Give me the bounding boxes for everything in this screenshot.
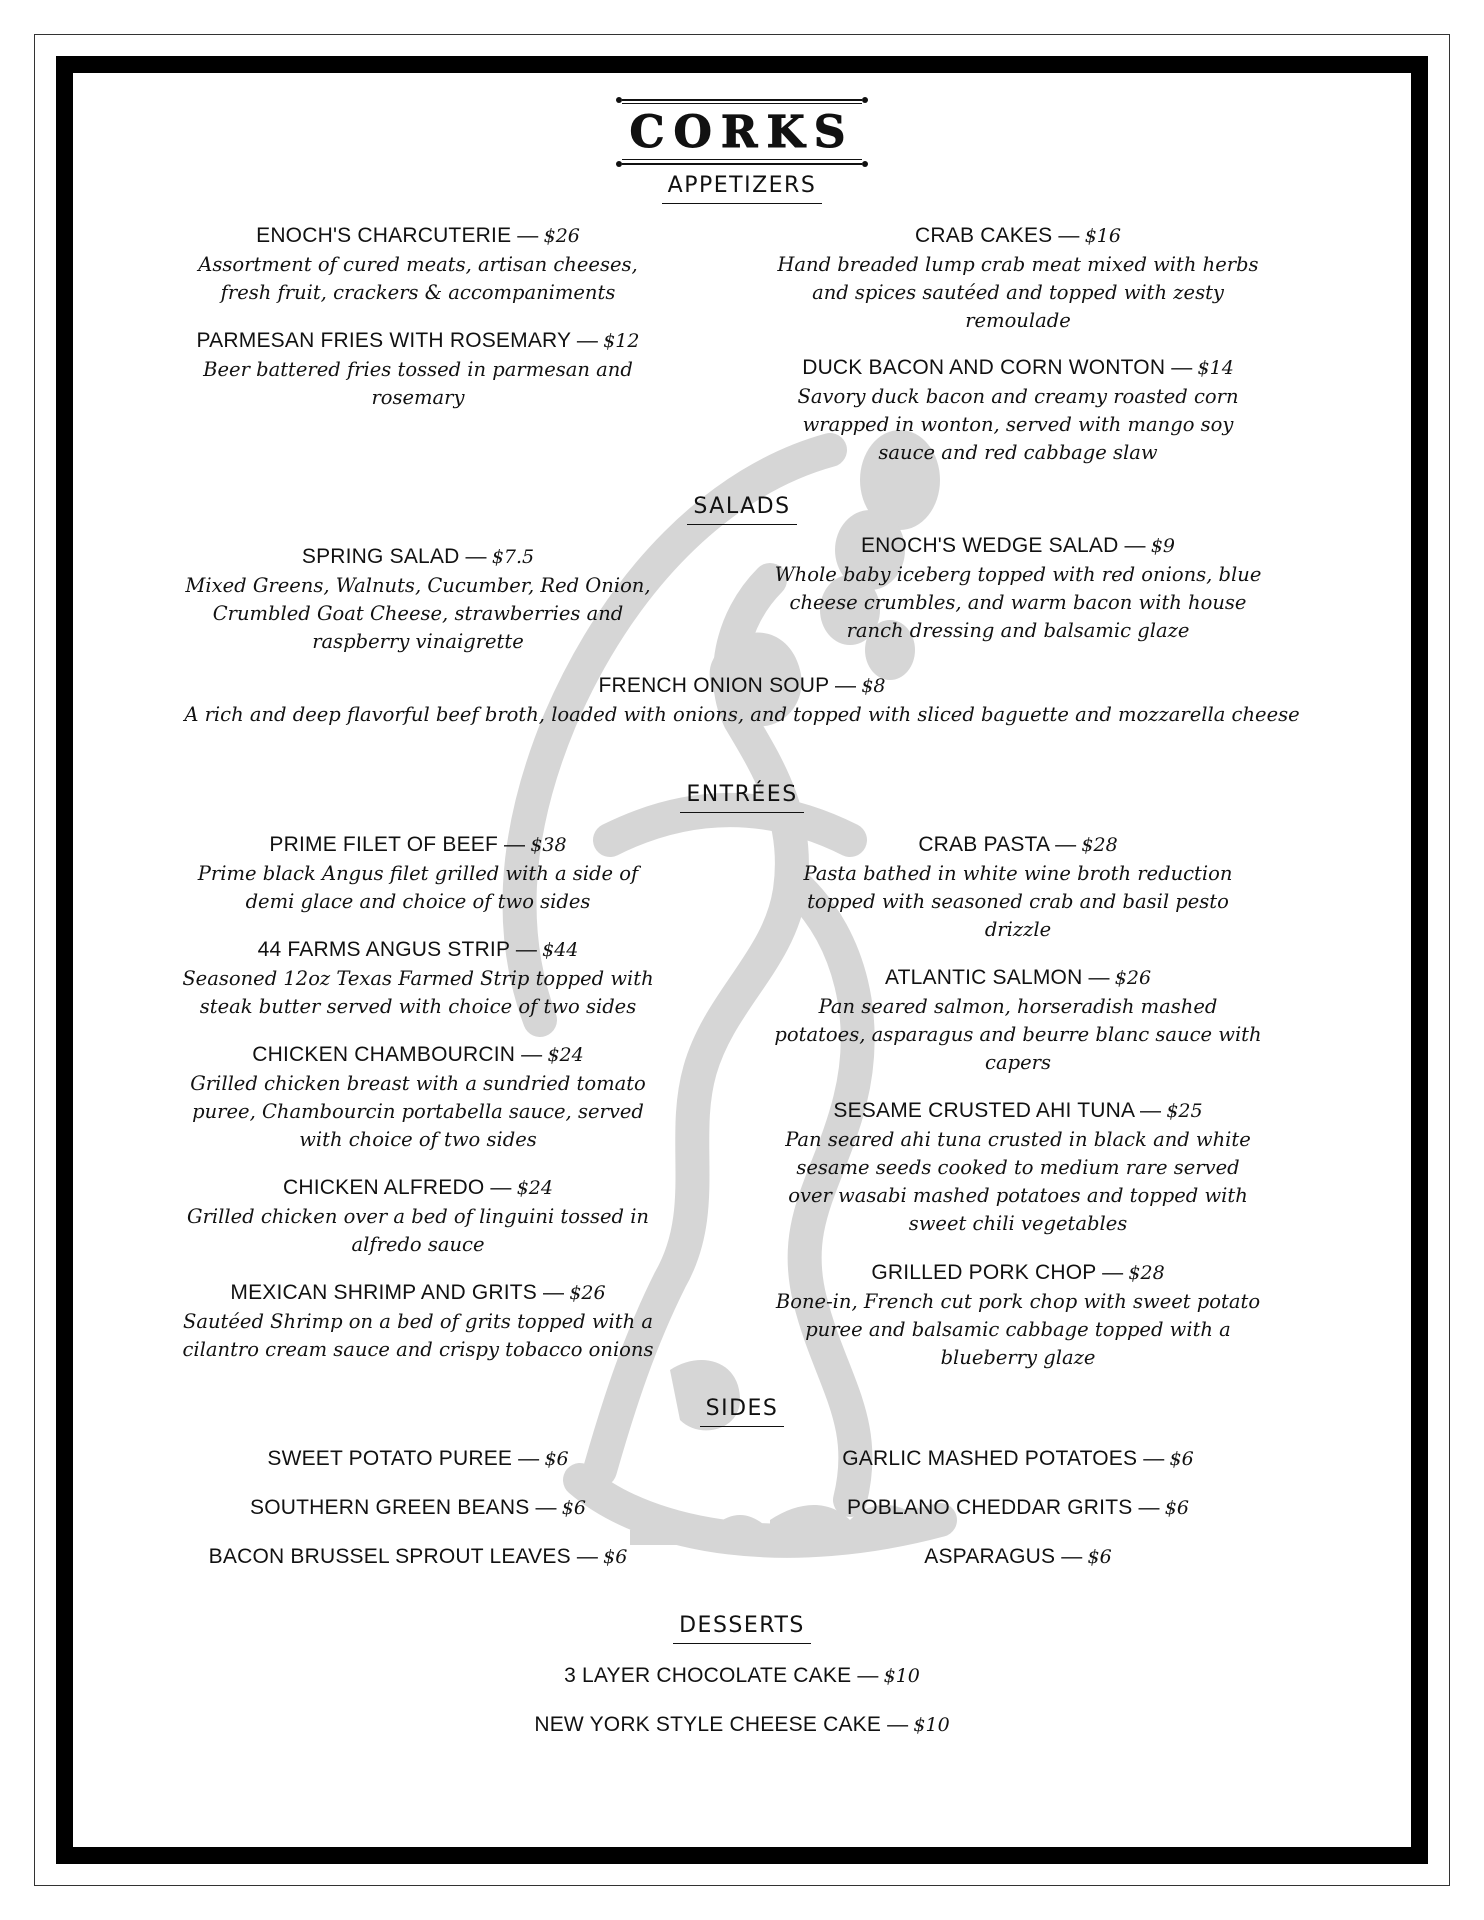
logo-dot [862,97,868,103]
item-name: 3 LAYER CHOCOLATE CAKE — [564,1664,879,1687]
menu-item [173,1041,663,1154]
menu-item [173,222,663,307]
item-name: CRAB PASTA — [918,833,1077,856]
menu-item [773,1445,1263,1474]
item-name: ATLANTIC SALMON — [884,966,1110,989]
item-name: SESAME CRUSTED AHI TUNA — [833,1099,1162,1122]
logo-dot [862,161,868,167]
item-price: $14 [1197,357,1234,379]
menu-item [773,1494,1263,1523]
item-price: $25 [1166,1100,1203,1122]
item-description: Assortment of cured meats, artisan cheeses, fresh fruit, crackers & accompaniments [198,253,638,304]
corks-logo [614,85,870,165]
item-name: SOUTHERN GREEN BEANS — [250,1496,557,1519]
section-title-sides [73,1396,1411,1436]
menu-item [773,1543,1263,1572]
menu-item [173,936,663,1021]
item-price: $7.5 [491,546,535,568]
item-price: $12 [603,330,640,352]
menu-item [773,964,1263,1077]
logo-rule-bottom-thin [622,159,862,160]
section-title-text: APPETIZERS [662,173,823,204]
menu-item [173,1494,663,1523]
logo-rule-bottom [622,163,862,165]
item-price: $26 [543,225,580,247]
menu-item [173,672,1311,729]
item-price: $6 [603,1546,628,1568]
item-price: $10 [913,1714,950,1736]
menu-item [173,327,663,412]
item-name: PRIME FILET OF BEEF — [269,833,526,856]
item-name: GARLIC MASHED POTATOES — [842,1447,1165,1470]
item-description: Bone-in, French cut pork chop with sweet potato puree and balsamic cabbage topped with a blueberry glaze [775,1290,1261,1369]
item-price: $28 [1128,1262,1165,1284]
item-price: $6 [1087,1546,1112,1568]
item-name: CRAB CAKES — [915,224,1080,247]
item-price: $44 [542,939,579,961]
logo-dot [616,97,622,103]
item-description: Seasoned 12oz Texas Farmed Strip topped with steak butter served with choice of two sides [182,967,654,1018]
menu-item [173,1174,663,1259]
item-description: Hand breaded lump crab meat mixed with herbs and spices sautéed and topped with zesty remoulade [777,253,1259,332]
item-price: $38 [530,834,567,856]
item-name: BACON BRUSSEL SPROUT LEAVES — [208,1545,599,1568]
section-title-text: DESSERTS [673,1613,811,1644]
item-name: 44 FARMS ANGUS STRIP — [257,938,538,961]
menu-content [73,73,1411,1847]
logo-text: CORKS [629,107,855,158]
item-price: $26 [569,1282,606,1304]
item-description: Pan seared salmon, horseradish mashed potatoes, asparagus and beurre blanc sauce with capers [774,995,1262,1074]
menu-item [773,222,1263,335]
item-description: Grilled chicken breast with a sundried tomato puree, Chambourcin portabella sauce, served with choice of two sides [190,1072,646,1151]
item-description: Pasta bathed in white wine broth reduction topped with seasoned crab and basil pesto drizzle [803,862,1233,941]
item-description: Whole baby iceberg topped with red onions, blue cheese crumbles, and warm bacon with house ranch dressing and balsamic glaze [774,563,1262,642]
menu-item [773,1259,1263,1372]
section-title-appetizers [73,173,1411,213]
item-price: $26 [1114,967,1152,989]
section-title-entrees [73,782,1411,822]
item-price: $24 [516,1177,553,1199]
menu-item [173,1445,663,1474]
item-description: Savory duck bacon and creamy roasted corn wrapped in wonton, served with mango soy sauce and red cabbage slaw [797,385,1239,464]
section-title-salads [73,494,1411,534]
item-name: SPRING SALAD — [301,545,487,568]
item-price: $28 [1081,834,1118,856]
menu-item [773,532,1263,645]
item-price: $6 [544,1448,569,1470]
item-name: NEW YORK STYLE CHEESE CAKE — [534,1713,909,1736]
item-name: ENOCH'S WEDGE SALAD — [860,534,1146,557]
menu-item [173,1279,663,1364]
menu-item [773,1097,1263,1238]
item-name: POBLANO CHEDDAR GRITS — [847,1496,1160,1519]
item-name: FRENCH ONION SOUP — [598,674,857,697]
item-name: MEXICAN SHRIMP AND GRITS — [230,1281,565,1304]
item-price: $6 [1169,1448,1194,1470]
item-description: Pan seared ahi tuna crusted in black and white sesame seeds cooked to medium rare served over wasabi mashed potatoes and topped with sweet chili vegetables [785,1128,1251,1235]
item-name: GRILLED PORK CHOP — [871,1261,1124,1284]
item-name: CHICKEN CHAMBOURCIN — [252,1043,543,1066]
item-price: $8 [861,675,886,697]
item-name: DUCK BACON AND CORN WONTON — [802,356,1193,379]
section-title-text: SIDES [700,1396,785,1427]
section-title-text: SALADS [687,494,796,525]
menu-item [773,831,1263,944]
item-price: $10 [883,1665,920,1687]
menu-item [773,354,1263,467]
menu-item [173,543,663,656]
item-price: $9 [1150,535,1176,557]
logo-rule-top [622,99,862,101]
menu-item [173,1543,663,1572]
item-name: CHICKEN ALFREDO — [283,1176,512,1199]
item-price: $6 [561,1497,586,1519]
item-name: ASPARAGUS — [924,1545,1083,1568]
item-price: $24 [547,1044,584,1066]
item-description: Beer battered fries tossed in parmesan and rosemary [203,358,633,409]
item-description: Mixed Greens, Walnuts, Cucumber, Red Onion, Crumbled Goat Cheese, strawberries and raspberry vinaigrette [185,574,651,653]
item-name: ENOCH'S CHARCUTERIE — [256,224,539,247]
item-description: A rich and deep flavorful beef broth, loaded with onions, and topped with sliced baguette and mozzarella cheese [184,703,1300,726]
logo-rule-top-thin [622,103,862,104]
item-description: Prime black Angus filet grilled with a side of demi glace and choice of two sides [197,862,639,913]
section-title-text: ENTRÉES [680,782,803,813]
item-price: $6 [1164,1497,1189,1519]
item-description: Grilled chicken over a bed of linguini tossed in alfredo sauce [187,1205,649,1256]
item-name: PARMESAN FRIES WITH ROSEMARY — [196,329,599,352]
menu-item [173,1662,1311,1691]
menu-item [173,1711,1311,1740]
section-title-desserts [73,1613,1411,1653]
menu-item [173,831,663,916]
logo-dot [616,161,622,167]
item-name: SWEET POTATO PUREE — [267,1447,540,1470]
item-price: $16 [1084,225,1121,247]
item-description: Sautéed Shrimp on a bed of grits topped with a cilantro cream sauce and crispy tobacco onions [182,1310,654,1361]
